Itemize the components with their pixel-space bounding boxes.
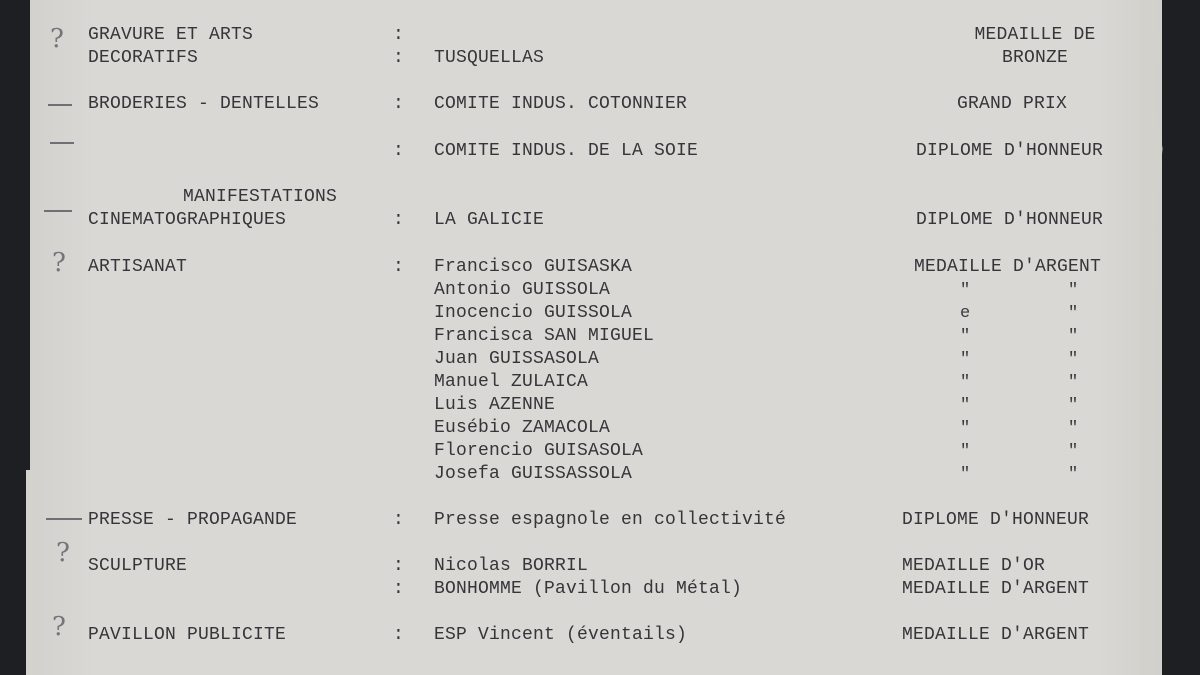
award-medal: GRAND PRIX — [957, 94, 1068, 114]
margin-mark-question: ? — [56, 538, 70, 568]
awardee-name: Manuel ZULAICA — [434, 372, 589, 392]
award-medal: DIPLOME D'HONNEUR — [916, 141, 1104, 161]
ditto-mark: " — [1068, 373, 1079, 392]
category-label: CINEMATOGRAPHIQUES — [88, 210, 287, 230]
awardee-name: COMITE INDUS. COTONNIER — [434, 94, 688, 114]
separator: : — [393, 257, 405, 277]
ditto-mark: " — [1068, 396, 1079, 415]
separator: : — [393, 625, 405, 645]
margin-mark-dash — [44, 210, 72, 212]
margin-mark-question: ? — [50, 24, 64, 54]
awardee-name: Eusébio ZAMACOLA — [434, 418, 611, 438]
awardee-name: Josefa GUISSASSOLA — [434, 464, 633, 484]
awardee-name: Nicolas BORRIL BONHOMME (Pavillon du Métal) — [434, 556, 743, 599]
award-medal: MEDAILLE D'OR MEDAILLE D'ARGENT — [902, 556, 1090, 599]
ditto-mark: " — [1068, 465, 1079, 484]
awardee-name: Francisca SAN MIGUEL — [434, 326, 655, 346]
separator: : — [393, 210, 405, 230]
separator: : — [393, 94, 405, 114]
awardee-name: ESP Vincent (éventails) — [434, 625, 688, 645]
category-label: SCULPTURE — [88, 556, 188, 576]
awardee-name: Florencio GUISASOLA — [434, 441, 644, 461]
ditto-mark: " — [1068, 350, 1079, 369]
margin-mark-question: ? — [52, 612, 66, 642]
ditto-mark: e — [960, 304, 971, 323]
margin-mark-question: ? — [52, 248, 66, 278]
ditto-mark: " — [960, 350, 971, 369]
awardee-name: Juan GUISSASOLA — [434, 349, 600, 369]
ditto-mark: " — [960, 373, 971, 392]
awardee-name: COMITE INDUS. DE LA SOIE — [434, 141, 699, 161]
ditto-mark: " — [1068, 304, 1079, 323]
ditto-mark: " — [960, 419, 971, 438]
ditto-mark: " — [1068, 327, 1079, 346]
category-label: BRODERIES - DENTELLES — [88, 94, 320, 114]
awardee-name: Inocencio GUISSOLA — [434, 303, 633, 323]
ditto-mark: " — [960, 396, 971, 415]
award-medal: MEDAILLE D'ARGENT — [914, 257, 1102, 277]
awardee-name: LA GALICIE — [434, 210, 545, 230]
category-label: PRESSE - PROPAGANDE — [88, 510, 298, 530]
awardee-name: Presse espagnole en collectivité — [434, 510, 787, 530]
category-label: GRAVURE ET ARTS DECORATIFS — [88, 25, 254, 68]
awardee-name: Antonio GUISSOLA — [434, 280, 611, 300]
margin-mark-dash — [46, 518, 82, 520]
ditto-mark: " — [1068, 442, 1079, 461]
ditto-mark: " — [960, 281, 971, 300]
award-medal: MEDAILLE DE BRONZE — [974, 25, 1096, 68]
separator: : : — [393, 25, 405, 68]
ditto-mark: " — [1068, 281, 1079, 300]
separator: : : — [393, 556, 405, 599]
paper-left-edge — [26, 470, 40, 675]
awardee-name: Luis AZENNE — [434, 395, 556, 415]
separator: : — [393, 141, 405, 161]
ditto-mark: " — [960, 465, 971, 484]
ditto-mark: " — [1068, 419, 1079, 438]
awardee-name: TUSQUELLAS — [434, 48, 545, 68]
category-label: PAVILLON PUBLICITE — [88, 625, 287, 645]
ditto-mark: " — [960, 327, 971, 346]
category-label: ARTISANAT — [88, 257, 188, 277]
separator: : — [393, 510, 405, 530]
ditto-mark: " — [960, 442, 971, 461]
award-medal: DIPLOME D'HONNEUR — [916, 210, 1104, 230]
category-label: MANIFESTATIONS — [183, 187, 338, 207]
award-medal: MEDAILLE D'ARGENT — [902, 625, 1090, 645]
margin-mark-dash — [50, 142, 74, 144]
awardee-name: Francisco GUISASKA — [434, 257, 633, 277]
award-medal: DIPLOME D'HONNEUR — [902, 510, 1090, 530]
margin-mark-dash — [48, 104, 72, 106]
